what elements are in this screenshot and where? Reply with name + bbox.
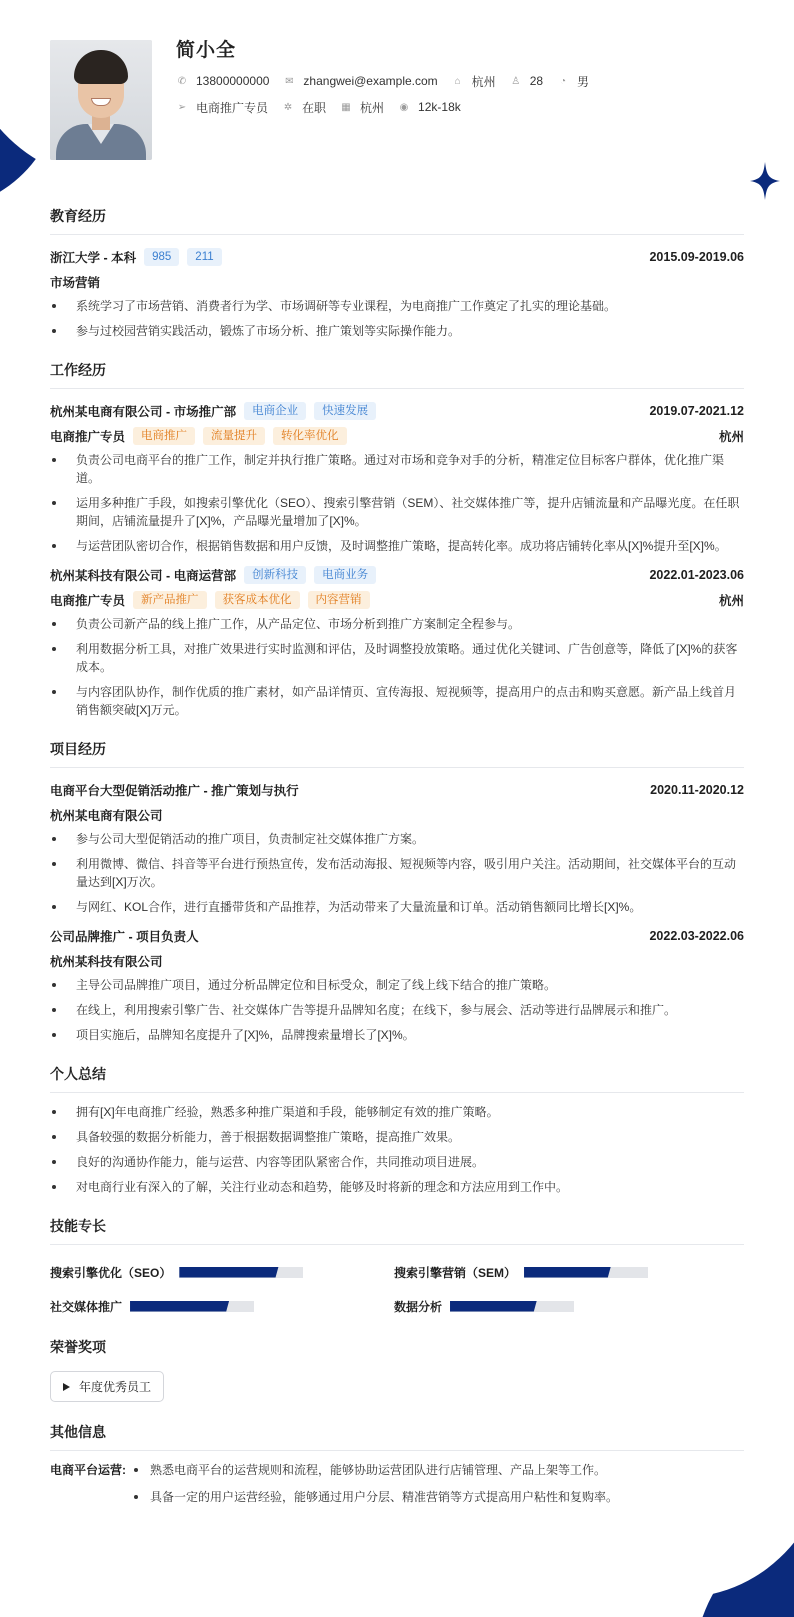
honors-section	[50, 1331, 744, 1402]
work-section	[50, 354, 744, 719]
skill-bar-fill	[179, 1267, 278, 1278]
skill-item	[50, 1289, 394, 1323]
gender-item	[557, 73, 589, 90]
list-item: 与网红、KOL合作，进行直播带货和产品推荐，为活动带来了大量流量和订单。活动销售额同比增长[X]%。	[50, 898, 744, 916]
skill-label: 社交媒体推广	[50, 1299, 123, 1314]
bullet-list	[50, 976, 744, 1044]
bullet-list	[50, 830, 744, 916]
header-info	[176, 40, 603, 200]
award-item[interactable]	[50, 1371, 164, 1402]
skills-grid	[50, 1255, 744, 1323]
entry-title	[50, 566, 376, 584]
company-name: 杭州某电商有限公司 - 市场推广部	[50, 405, 237, 419]
role	[50, 427, 347, 445]
list-item: 与内容团队协作，制作优质的推广素材，如产品详情页、宣传海报、短视频等，提高用户的点击和购买意愿。新产品上线首月销售额突破[X]万元。	[50, 683, 744, 719]
phone-icon: ✆	[177, 75, 187, 87]
play-triangle-icon	[63, 1383, 70, 1391]
resume-header	[50, 0, 744, 200]
list-item: 系统学习了市场营销、消费者行为学、市场调研等专业课程，为电商推广工作奠定了扎实的理论基础。	[50, 297, 744, 315]
role	[50, 591, 370, 609]
mail-icon: ✉	[285, 75, 294, 87]
tag: 创新科技	[244, 566, 306, 584]
entry-date: 2019.07-2021.12	[649, 404, 744, 418]
skills-section	[50, 1210, 744, 1323]
skill-bar-fill	[450, 1301, 537, 1312]
skill-bar	[450, 1301, 574, 1312]
skill-bar	[179, 1267, 303, 1278]
skill-bar	[524, 1267, 648, 1278]
list-item: 主导公司品牌推广项目，通过分析品牌定位和目标受众，制定了线上线下结合的推广策略。	[50, 976, 744, 994]
other-section	[50, 1416, 744, 1515]
tag: 快速发展	[314, 402, 376, 420]
project-entry	[50, 924, 744, 1044]
section-title: 工作经历	[50, 354, 744, 389]
section-title: 荣誉奖项	[50, 1339, 106, 1355]
section-title: 其他信息	[50, 1416, 744, 1451]
phone-value: 13800000000	[196, 74, 270, 88]
list-item: 利用数据分析工具，对推广效果进行实时监测和评估，及时调整投放策略。通过优化关键词、广告创意等，降低了[X]%的获客成本。	[50, 640, 744, 676]
list-item: 对电商行业有深入的了解，关注行业动态和趋势，能够及时将新的理念和方法应用到工作中。	[50, 1178, 744, 1196]
bullet-list	[132, 1461, 618, 1515]
target-city-item	[340, 99, 384, 116]
list-item: 负责公司新产品的线上推广工作，从产品定位、市场分析到推广方案制定全程参与。	[50, 615, 744, 633]
gender-icon: ◔	[560, 75, 567, 87]
list-item: 参与过校园营销实践活动，锻炼了市场分析、推广策划等实际操作能力。	[50, 322, 744, 340]
skill-bar-fill	[130, 1301, 229, 1312]
section-title: 教育经历	[50, 200, 744, 235]
position-value: 电商推广专员	[196, 100, 269, 115]
skill-bar	[130, 1301, 254, 1312]
salary-item	[398, 100, 461, 114]
section-title: 技能专长	[50, 1210, 744, 1245]
age-item	[510, 74, 543, 88]
work-city: 杭州	[718, 430, 744, 444]
bullet-list	[50, 297, 744, 340]
intention-row	[176, 94, 603, 120]
section-title: 个人总结	[50, 1058, 744, 1093]
status-gear-icon: ✲	[283, 101, 293, 113]
tag: 985	[144, 248, 179, 266]
list-item: 利用微博、微信、抖音等平台进行预热宣传，发布活动海报、短视频等内容，吸引用户关注。活动期间，社交媒体平台的互动量达到[X]万次。	[50, 855, 744, 891]
bullet-list	[50, 1103, 744, 1196]
summary-section	[50, 1058, 744, 1196]
entry-title	[50, 248, 222, 266]
section-title: 项目经历	[50, 733, 744, 768]
list-item: 具备较强的数据分析能力，善于根据数据调整推广策略，提高推广效果。	[50, 1128, 744, 1146]
list-item: 良好的沟通协作能力，能与运营、内容等团队紧密合作，共同推动项目进展。	[50, 1153, 744, 1171]
list-item: 负责公司电商平台的推广工作，制定并执行推广策略。通过对市场和竞争对手的分析，精准定位目标客户群体，优化推广渠道。	[50, 451, 744, 487]
send-icon: ➢	[177, 101, 187, 113]
location-value: 杭州	[471, 74, 496, 89]
salary-value: 12k-18k	[418, 100, 461, 114]
entry-title	[50, 402, 376, 420]
award-label: 年度优秀员工	[79, 1380, 152, 1394]
tag: 电商企业	[244, 402, 306, 420]
skill-item	[394, 1289, 738, 1323]
candidate-name: 简小全	[176, 40, 237, 61]
tag: 电商业务	[314, 566, 376, 584]
education-section	[50, 200, 744, 340]
list-item: 项目实施后，品牌知名度提升了[X]%，品牌搜索量增长了[X]%。	[50, 1026, 744, 1044]
position-item	[176, 99, 268, 116]
list-item: 参与公司大型促销活动的推广项目，负责制定社交媒体推广方案。	[50, 830, 744, 848]
project-name: 公司品牌推广 - 项目负责人	[50, 930, 199, 944]
skill-label: 数据分析	[394, 1299, 443, 1314]
project-entry	[50, 778, 744, 916]
status-item	[282, 99, 326, 116]
entry-date: 2022.03-2022.06	[649, 929, 744, 943]
phone-item	[176, 74, 269, 88]
tag: 获客成本优化	[215, 591, 300, 609]
skill-item	[394, 1255, 738, 1289]
work-city: 杭州	[718, 594, 744, 608]
other-label: 电商平台运营:	[50, 1463, 126, 1477]
age-icon: ♙	[511, 75, 521, 87]
tag: 内容营销	[308, 591, 370, 609]
project-company: 杭州某科技有限公司	[50, 955, 163, 969]
list-item: 具备一定的用户运营经验，能够通过用户分层、精准营销等方式提高用户粘性和复购率。	[132, 1488, 618, 1506]
tag: 转化率优化	[273, 427, 347, 445]
company-name: 杭州某科技有限公司 - 电商运营部	[50, 569, 237, 583]
location-icon: ⌂	[454, 75, 461, 87]
school-name: 浙江大学 - 本科	[50, 251, 137, 265]
role-title: 电商推广专员	[50, 430, 126, 444]
list-item: 拥有[X]年电商推广经验，熟悉多种推广渠道和手段，能够制定有效的推广策略。	[50, 1103, 744, 1121]
skill-label: 搜索引擎营销（SEM）	[394, 1265, 517, 1280]
contact-row	[176, 68, 603, 94]
skill-bar-fill	[524, 1267, 611, 1278]
status-value: 在职	[302, 100, 327, 115]
entry-date: 2020.11-2020.12	[650, 783, 744, 797]
major: 市场营销	[50, 276, 101, 290]
email-item	[283, 74, 437, 88]
tag: 流量提升	[203, 427, 265, 445]
building-icon: ▦	[341, 101, 351, 113]
tag: 新产品推广	[133, 591, 207, 609]
project-name: 电商平台大型促销活动推广 - 推广策划与执行	[50, 784, 299, 798]
education-entry	[50, 245, 744, 340]
project-company: 杭州某电商有限公司	[50, 809, 163, 823]
work-entry	[50, 563, 744, 719]
entry-date: 2022.01-2023.06	[649, 568, 744, 582]
location-item	[452, 73, 496, 90]
other-row	[50, 1461, 744, 1515]
skill-label: 搜索引擎优化（SEO）	[50, 1265, 172, 1280]
list-item: 在线上，利用搜索引擎广告、社交媒体广告等提升品牌知名度；在线下，参与展会、活动等进行品牌展示和推广。	[50, 1001, 744, 1019]
bullet-list	[50, 451, 744, 555]
work-entry	[50, 399, 744, 555]
tag: 211	[187, 248, 221, 266]
role-title: 电商推广专员	[50, 594, 126, 608]
gender-value: 男	[577, 74, 590, 89]
entry-date: 2015.09-2019.06	[649, 250, 744, 264]
age-value: 28	[529, 74, 544, 88]
list-item: 熟悉电商平台的运营规则和流程，能够协助运营团队进行店铺管理、产品上架等工作。	[132, 1461, 618, 1479]
skill-item	[50, 1255, 394, 1289]
profile-photo	[50, 40, 152, 160]
email-value: zhangwei@example.com	[303, 74, 438, 88]
list-item: 与运营团队密切合作，根据销售数据和用户反馈，及时调整推广策略，提高转化率。成功将店铺转化率从[X]%提升至[X]%。	[50, 537, 744, 555]
list-item: 运用多种推广手段，如搜索引擎优化（SEO）、搜索引擎营销（SEM）、社交媒体推广等，提升店铺流量和产品曝光度。在任职期间，店铺流量提升了[X]%，产品曝光量增加了[X]%。	[50, 494, 744, 530]
tag: 电商推广	[133, 427, 195, 445]
bullet-list	[50, 615, 744, 719]
salary-icon: ◉	[399, 101, 409, 113]
target-city-value: 杭州	[360, 100, 385, 115]
projects-section	[50, 733, 744, 1044]
